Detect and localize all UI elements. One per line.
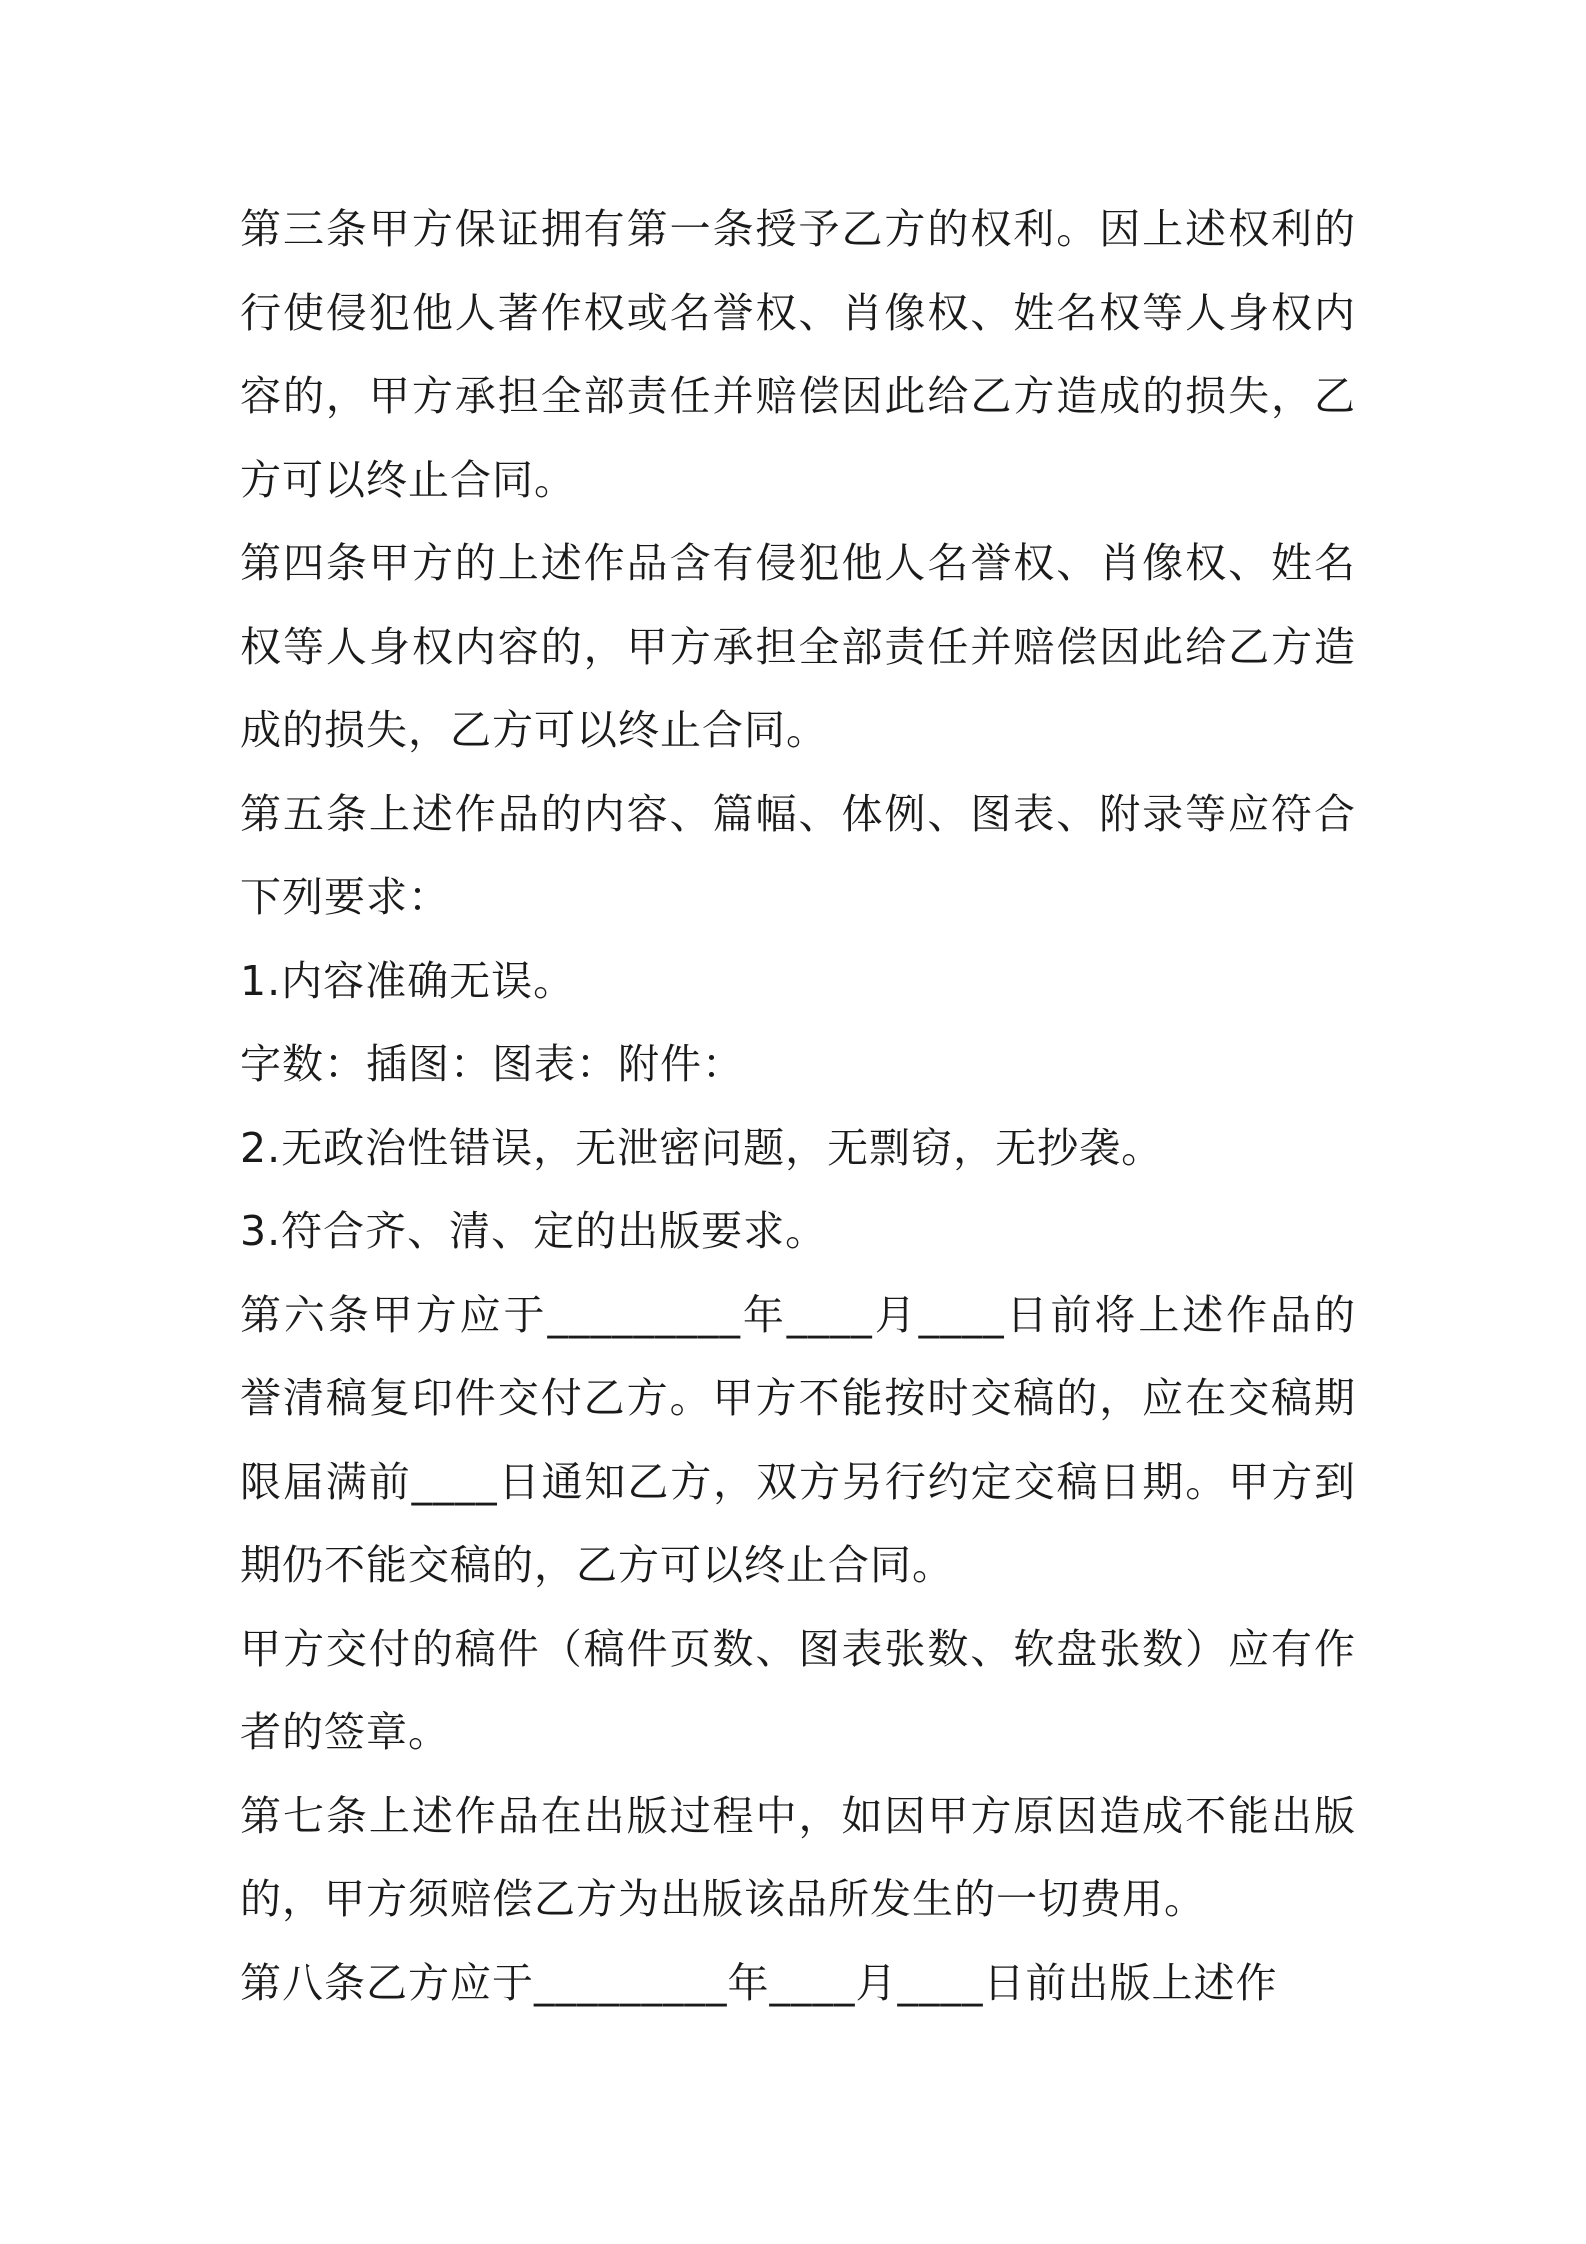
document-body	[240, 188, 1356, 2025]
clause-8-paragraph: 第八条乙方应于_________年____月____日前出版上述作	[240, 1958, 1278, 2007]
requirement-2-paragraph: 2.无政治性错误，无泄密问题，无剽窃，无抄袭。	[240, 1123, 1164, 1172]
clause-5-paragraph: 第五条上述作品的内容、篇幅、体例、图表、附录等应符合下列要求：	[240, 789, 1356, 921]
clause-3-paragraph: 第三条甲方保证拥有第一条授予乙方的权利。因上述权利的行使侵犯他人著作权或名誉权、肖像权、姓名权等人身权内容的，甲方承担全部责任并赔偿因此给乙方造成的损失，乙方可以终止合同。	[240, 205, 1356, 504]
clause-6-paragraph: 第六条甲方应于_________年____月____日前将上述作品的誉清稿复印件交付乙方。甲方不能按时交稿的，应在交稿期限届满前____日通知乙方，双方另行约定交稿日期。甲方到期仍不能交稿的，乙方可以终止合同。	[240, 1290, 1356, 1589]
requirement-3-paragraph: 3.符合齐、清、定的出版要求。	[240, 1207, 828, 1255]
clause-4-paragraph: 第四条甲方的上述作品含有侵犯他人名誉权、肖像权、姓名权等人身权内容的，甲方承担全部责任并赔偿因此给乙方造成的损失，乙方可以终止合同。	[240, 539, 1356, 754]
counts-paragraph: 字数：插图：图表：附件：	[240, 1040, 744, 1088]
manuscript-signature-paragraph: 甲方交付的稿件（稿件页数、图表张数、软盘张数）应有作者的签章。	[240, 1624, 1356, 1756]
requirement-1-paragraph: 1.内容准确无误。	[240, 956, 576, 1005]
clause-7-paragraph: 第七条上述作品在出版过程中，如因甲方原因造成不能出版的，甲方须赔偿乙方为出版该品所发生的一切费用。	[240, 1791, 1356, 1923]
